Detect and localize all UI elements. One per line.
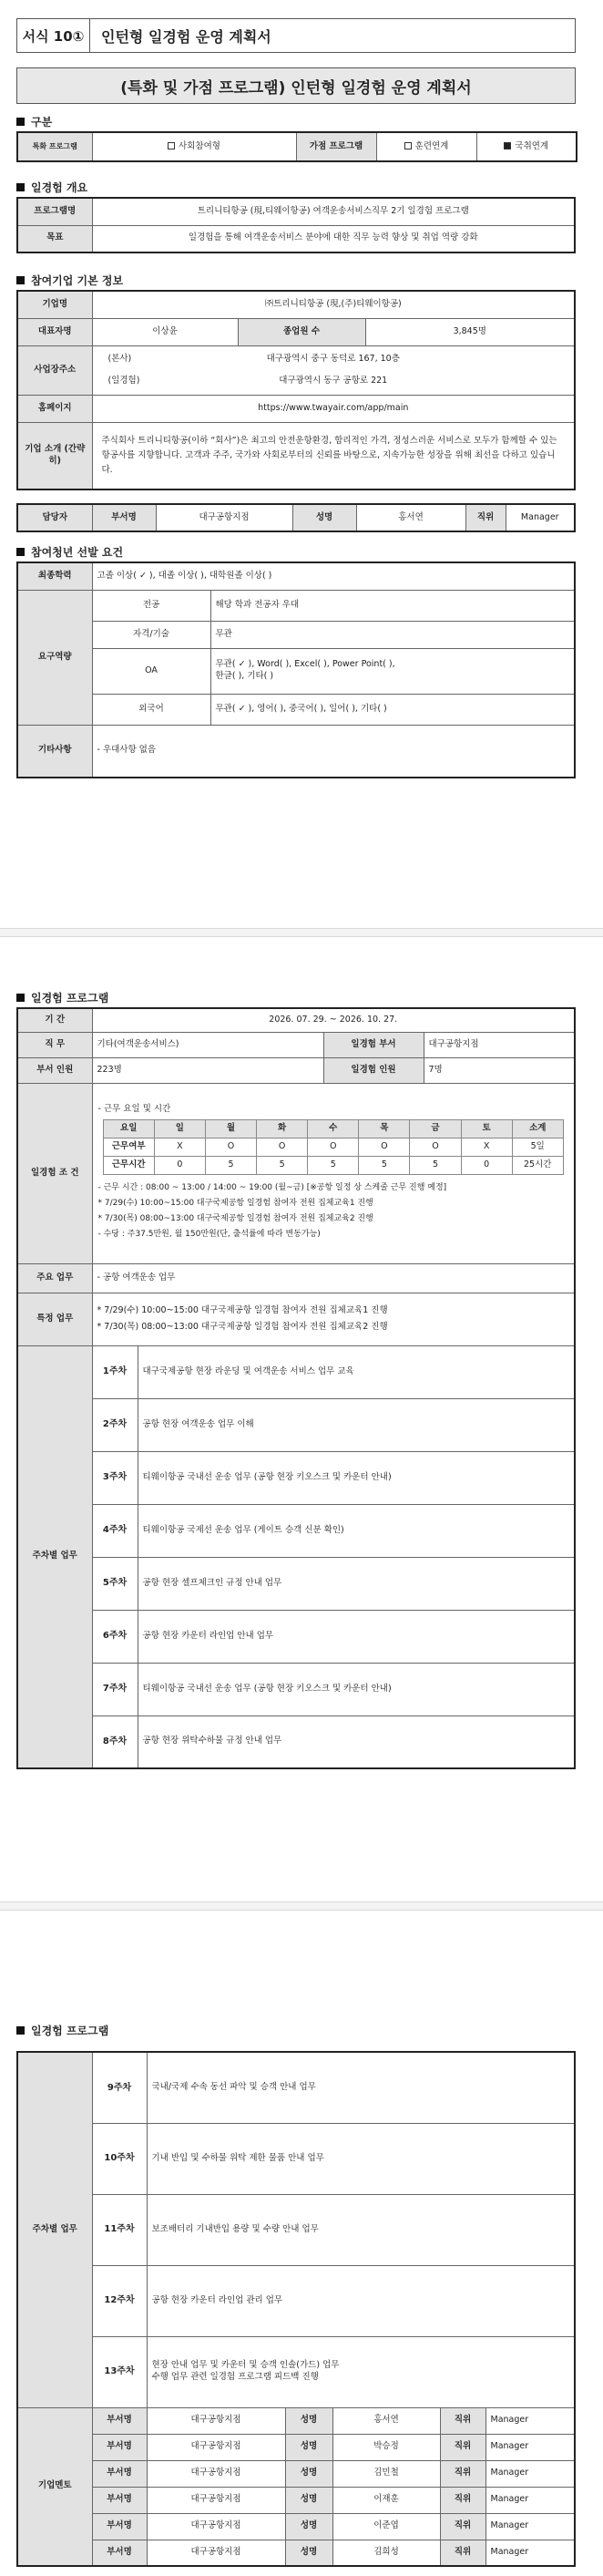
section-title: 참여청년 선발 요건	[31, 545, 124, 559]
week-number: 8주차	[92, 1716, 138, 1768]
competency-label: 요구역량	[17, 590, 92, 725]
week-number: 11주차	[92, 2194, 147, 2265]
division-table	[16, 131, 577, 162]
mentor-dept: 대구공항지점	[147, 2434, 285, 2460]
week-task: 보조배터리 기내반입 용량 및 수량 안내 업무	[147, 2194, 575, 2265]
mentor-name-label: 성명	[285, 2407, 332, 2434]
section-program-continued	[16, 2020, 576, 2040]
schedule-header: 수	[308, 1119, 359, 1138]
homepage-label: 홈페이지	[17, 395, 92, 422]
week-task: 티웨이항공 국제선 운송 업무 (게이트 승객 신분 확인)	[138, 1504, 575, 1557]
checkbox-icon	[168, 142, 175, 149]
week-task-line: 수행 업무 관련 일경험 프로그램 피드백 진행	[151, 2372, 319, 2382]
form-header	[16, 18, 576, 53]
section-bullet-icon	[16, 118, 25, 126]
week-number: 12주차	[92, 2265, 147, 2336]
mentor-position: Manager	[485, 2540, 575, 2566]
mentor-position-label: 직위	[440, 2540, 485, 2566]
special-duty-line: * 7/30(목) 08:00~13:00 대구국제공항 일경험 참여자 전원 집체교육2 진행	[97, 1322, 388, 1332]
language-value: 무관( ✓ ), 영어( ), 중국어( ), 일어( ), 기타( )	[210, 694, 575, 725]
section-title: 구분	[31, 115, 53, 129]
special-duty-value	[92, 1293, 575, 1345]
trainee-count-value: 7명	[424, 1057, 575, 1083]
schedule-cell: 0	[154, 1156, 205, 1174]
mentor-dept: 대구공항지점	[147, 2540, 285, 2566]
mentor-name-label: 성명	[285, 2513, 332, 2540]
ceo-value: 이상윤	[92, 318, 238, 345]
schedule-cell: O	[410, 1138, 461, 1156]
week-task: 공항 현장 여객운송 업무 이해	[138, 1398, 575, 1451]
oa-value	[210, 648, 575, 694]
page-2	[16, 987, 576, 1769]
schedule-cell: 25시간	[512, 1156, 563, 1174]
schedule-cell: 5일	[512, 1138, 563, 1156]
mentor-position: Manager	[485, 2513, 575, 2540]
program-continued-table	[16, 2051, 576, 2567]
section-bullet-icon	[16, 276, 25, 284]
worksite-tag: (일경험)	[107, 376, 140, 386]
mentor-dept-label: 부서명	[92, 2540, 147, 2566]
main-duty-value: - 공항 여객운송 업무	[92, 1263, 575, 1293]
section-division	[16, 111, 576, 131]
mentor-position: Manager	[485, 2434, 575, 2460]
contact-name: 홍서연	[356, 504, 465, 531]
company-intro-label: 기업 소개 (간략히)	[17, 422, 92, 489]
section-bullet-icon	[16, 2026, 25, 2035]
condition-line: * 7/29(수) 10:00~15:00 대구국제공항 일경험 참여자 전원 집체교육1 진행	[97, 1198, 373, 1208]
mentor-dept-label: 부서명	[92, 2487, 147, 2513]
mentor-dept: 대구공항지점	[147, 2513, 285, 2540]
period-value: 2026. 07. 29. ~ 2026. 10. 27.	[92, 1008, 575, 1032]
option-employment-link[interactable]: 국취연계	[476, 132, 577, 161]
section-bullet-icon	[16, 994, 25, 1002]
section-company	[16, 270, 576, 290]
week-task: 공항 현장 카운터 라인업 관리 업무	[147, 2265, 575, 2336]
page-1	[16, 18, 576, 778]
company-name-label: 기업명	[17, 291, 92, 318]
schedule-header: 월	[205, 1119, 256, 1138]
mentor-name-label: 성명	[285, 2434, 332, 2460]
mentor-position-label: 직위	[440, 2460, 485, 2487]
mentor-name-label: 성명	[285, 2487, 332, 2513]
mentor-dept-label: 부서명	[92, 2513, 147, 2540]
week-number: 3주차	[92, 1451, 138, 1504]
week-number: 9주차	[92, 2052, 147, 2123]
mentor-name-label: 성명	[285, 2540, 332, 2566]
employee-count-value: 3,845명	[365, 318, 575, 345]
goal-value: 일경험을 통해 여객운송서비스 분야에 대한 직무 능력 향상 및 취업 역량 강화	[92, 225, 575, 252]
week-task: 기내 반입 및 수하물 위탁 제한 물품 안내 업무	[147, 2123, 575, 2194]
contact-label: 담당자	[17, 504, 92, 531]
ceo-label: 대표자명	[17, 318, 92, 345]
period-label: 기 간	[17, 1008, 92, 1032]
company-intro-value: 주식회사 트리니티항공(이하 “회사”)은 최고의 안전운항환경, 합리적인 가격, 정성스러운 서비스로 모두가 함께할 수 있는 항공사를 지향합니다. 고객과 주주, 국가와 사회로부터의 신뢰를 바탕으로, 지속가능한 성장을 위해 최선을 다하고 있습니다.	[92, 422, 575, 489]
mentor-position-label: 직위	[440, 2407, 485, 2434]
overview-table	[16, 197, 576, 253]
section-bullet-icon	[16, 183, 25, 191]
etc-value: - 우대사항 없음	[92, 725, 575, 778]
week-number: 4주차	[92, 1504, 138, 1557]
week-task: 국내/국제 수속 동선 파악 및 승객 안내 업무	[147, 2052, 575, 2123]
page-separator	[0, 1901, 603, 1911]
week-number: 10주차	[92, 2123, 147, 2194]
schedule-header: 금	[410, 1119, 461, 1138]
mentor-name: 홍서연	[332, 2407, 440, 2434]
schedule-cell: 5	[308, 1156, 359, 1174]
address-value	[92, 345, 575, 395]
week-task-line: 현장 안내 업무 및 카운터 및 승객 인솔(가드) 업무	[151, 2360, 340, 2371]
hq-tag: (본사)	[107, 354, 132, 364]
week-task: 공항 현장 카운터 라인업 안내 업무	[138, 1610, 575, 1663]
oa-value-line-1: 무관( ✓ ), Word( ), Excel( ), Power Point( ),	[215, 659, 395, 670]
mentor-dept: 대구공항지점	[147, 2407, 285, 2434]
week-number: 2주차	[92, 1398, 138, 1451]
goal-label: 목표	[17, 225, 92, 252]
hq-address: 대구광역시 중구 동덕로 167, 10층	[266, 354, 400, 364]
schedule-cell: O	[308, 1138, 359, 1156]
option-training-link[interactable]: 훈련연계	[376, 132, 476, 161]
schedule-header: 목	[359, 1119, 410, 1138]
mentor-position-label: 직위	[440, 2513, 485, 2540]
week-task: 티웨이항공 국내선 운송 업무 (공항 현장 키오스크 및 카운터 안내)	[138, 1663, 575, 1716]
checkbox-icon	[404, 142, 412, 149]
employee-count-label: 종업원 수	[238, 318, 365, 345]
weekly-duty-label: 주차별 업무	[17, 1345, 92, 1768]
bonus-program-label: 가점 프로그램	[296, 132, 376, 161]
schedule-cell: 5	[359, 1156, 410, 1174]
schedule-cell: 근무여부	[103, 1138, 154, 1156]
section-title: 일경험 프로그램	[31, 2024, 109, 2037]
section-overview	[16, 177, 576, 197]
major-value: 해당 학과 전공자 우대	[210, 590, 575, 621]
week-task: 티웨이항공 국내선 운송 업무 (공항 현장 키오스크 및 카운터 안내)	[138, 1451, 575, 1504]
schedule-header: 요일	[103, 1119, 154, 1138]
trainee-count-label: 일경험 인원	[323, 1057, 424, 1083]
schedule-table	[103, 1119, 564, 1175]
mentor-position: Manager	[485, 2487, 575, 2513]
position-label: 직위	[465, 504, 506, 531]
schedule-cell: 0	[461, 1156, 512, 1174]
page-separator	[0, 928, 603, 937]
company-table	[16, 290, 576, 490]
education-label: 최종학력	[17, 562, 92, 590]
schedule-cell: X	[461, 1138, 512, 1156]
work-dept-label: 일경험 부서	[323, 1032, 424, 1057]
certificate-label: 자격/기술	[92, 621, 210, 648]
dept-staff-value: 223명	[92, 1057, 323, 1083]
week-task	[147, 2336, 575, 2407]
conditions-intro: - 근무 요일 및 시간	[97, 1103, 171, 1114]
week-task: 공항 현장 위탁수하물 규정 안내 업무	[138, 1716, 575, 1768]
schedule-header: 소계	[512, 1119, 563, 1138]
program-name-value: 트리니티항공 (現,티웨이항공) 여객운송서비스직무 2기 일경험 프로그램	[92, 198, 575, 225]
schedule-cell: O	[359, 1138, 410, 1156]
section-requirements	[16, 541, 576, 562]
form-number-badge: 서식 10①	[17, 19, 90, 52]
schedule-cell: O	[205, 1138, 256, 1156]
special-program-label: 특화 프로그램	[17, 132, 92, 161]
schedule-cell: X	[154, 1138, 205, 1156]
job-value: 기타(여객운송서비스)	[92, 1032, 323, 1057]
section-bullet-icon	[16, 548, 25, 556]
option-social-participation[interactable]: 사회참여형	[92, 132, 296, 161]
mentor-position: Manager	[485, 2407, 575, 2434]
week-number: 6주차	[92, 1610, 138, 1663]
worksite-address: 대구광역시 동구 공항로 221	[279, 376, 388, 386]
section-title: 일경험 프로그램	[31, 991, 109, 1005]
company-name-value: ㈜트리니티항공 (現,(주)티웨이항공)	[92, 291, 575, 318]
address-label: 사업장주소	[17, 345, 92, 395]
contact-position: Manager	[506, 504, 575, 531]
mentor-dept: 대구공항지점	[147, 2487, 285, 2513]
special-duty-line: * 7/29(수) 10:00~15:00 대구국제공항 일경험 참여자 전원 집체교육1 진행	[97, 1304, 388, 1315]
dept-label: 부서명	[92, 504, 156, 531]
etc-label: 기타사항	[17, 725, 92, 778]
section-title: 일경험 개요	[31, 180, 88, 194]
main-duty-label: 주요 업무	[17, 1263, 92, 1293]
page-3	[16, 2020, 576, 2567]
schedule-cell: O	[257, 1138, 308, 1156]
mentor-position: Manager	[485, 2460, 575, 2487]
mentor-dept-label: 부서명	[92, 2434, 147, 2460]
oa-value-line-2: 한글( ), 기타( )	[215, 671, 274, 681]
mentor-dept-label: 부서명	[92, 2460, 147, 2487]
mentor-position-label: 직위	[440, 2434, 485, 2460]
week-number: 7주차	[92, 1663, 138, 1716]
condition-line: - 수당 : 주37.5만원, 월 150만원(단, 출석률에 따라 변동가능)	[97, 1230, 321, 1239]
main-title: (특화 및 가점 프로그램) 인턴형 일경험 운영 계획서	[16, 67, 576, 104]
requirements-table	[16, 562, 576, 778]
special-duty-label: 특정 업무	[17, 1293, 92, 1345]
condition-line: - 근무 시간 : 08:00 ~ 13:00 / 14:00 ~ 19:00 (월~금) [※공항 일정 상 스케줄 근무 진행 예정]	[97, 1182, 447, 1192]
name-label: 성명	[292, 504, 356, 531]
form-header-title: 인턴형 일경험 운영 계획서	[101, 27, 271, 46]
program-name-label: 프로그램명	[17, 198, 92, 225]
mentor-name: 김희성	[332, 2540, 440, 2566]
major-label: 전공	[92, 590, 210, 621]
schedule-header: 화	[257, 1119, 308, 1138]
education-value: 고졸 이상( ✓ ), 대졸 이상( ), 대학원졸 이상( )	[92, 562, 575, 590]
week-task: 공항 현장 셀프체크인 규정 안내 업무	[138, 1557, 575, 1610]
mentor-name: 김민철	[332, 2460, 440, 2487]
schedule-cell: 5	[257, 1156, 308, 1174]
schedule-cell: 5	[410, 1156, 461, 1174]
schedule-cell: 5	[205, 1156, 256, 1174]
oa-label: OA	[92, 648, 210, 694]
week-number: 13주차	[92, 2336, 147, 2407]
mentor-dept: 대구공항지점	[147, 2460, 285, 2487]
schedule-header: 일	[154, 1119, 205, 1138]
section-program	[16, 987, 576, 1007]
dept-staff-label: 부서 인원	[17, 1057, 92, 1083]
certificate-value: 무관	[210, 621, 575, 648]
week-number: 1주차	[92, 1345, 138, 1398]
schedule-header: 토	[461, 1119, 512, 1138]
mentor-name-label: 성명	[285, 2460, 332, 2487]
section-title: 참여기업 기본 정보	[31, 273, 124, 287]
contact-table	[16, 503, 576, 532]
checked-checkbox-icon	[504, 142, 511, 149]
work-dept-value: 대구공항지점	[424, 1032, 575, 1057]
mentor-label: 기업멘토	[17, 2407, 92, 2566]
mentor-dept-label: 부서명	[92, 2407, 147, 2434]
conditions-label: 일경험 조 건	[17, 1083, 92, 1263]
mentor-name: 박승정	[332, 2434, 440, 2460]
mentor-position-label: 직위	[440, 2487, 485, 2513]
homepage-link[interactable]: https://www.twayair.com/app/main	[92, 395, 575, 422]
condition-line: * 7/30(목) 08:00~13:00 대구국제공항 일경험 참여자 전원 집체교육2 진행	[97, 1213, 373, 1223]
language-label: 외국어	[92, 694, 210, 725]
mentor-name: 이준엽	[332, 2513, 440, 2540]
week-number: 5주차	[92, 1557, 138, 1610]
contact-dept: 대구공항지점	[156, 504, 292, 531]
schedule-cell: 근무시간	[103, 1156, 154, 1174]
job-label: 직 무	[17, 1032, 92, 1057]
program-table	[16, 1007, 576, 1769]
weekly-duty-label: 주차별 업무	[17, 2052, 92, 2407]
mentor-name: 이재훈	[332, 2487, 440, 2513]
conditions-value	[92, 1083, 575, 1263]
week-task: 대구국제공항 현장 라운딩 및 여객운송 서비스 업무 교육	[138, 1345, 575, 1398]
